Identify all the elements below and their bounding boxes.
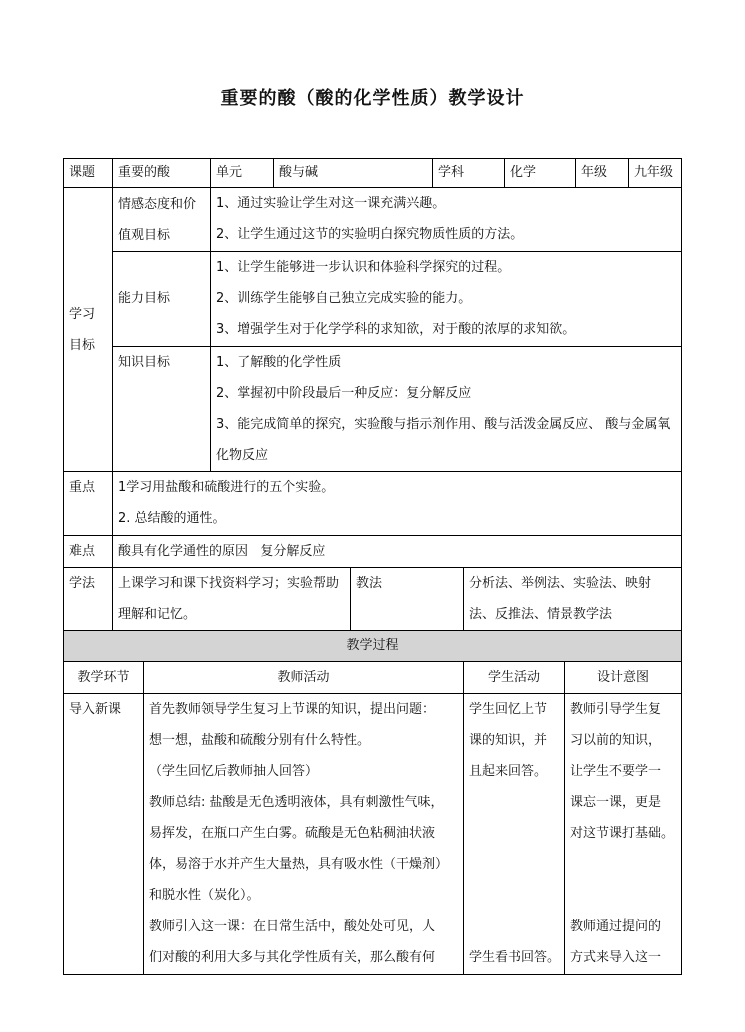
info-table — [63, 158, 682, 568]
ability-goal-content: 1、让学生能够进一步认识和体验科学探究的过程。 2、训练学生能够自己独立完成实验的能力。 3、增强学生对于化学学科的求知欲，对于酸的浓厚的求知欲。 — [211, 252, 682, 347]
student-activity: 学生回忆上节 课的知识，并 且起来回答。 学生看书回答。 — [464, 694, 565, 975]
jiaofa-content: 分析法、举例法、实验法、映射法、反推法、情景教学法 — [464, 568, 682, 631]
nianji-value: 九年级 — [629, 159, 682, 188]
emotion-goal-label: 情感态度和价 值观目标 — [113, 188, 211, 252]
knowledge-goal-content: 1、了解酸的化学性质 2、掌握初中阶段最后一种反应：复分解反应 3、能完成简单的探究，实验酸与指示剂作用、酸与活泼金属反应、 酸与金属氧化物反应 — [211, 347, 682, 472]
teacher-activity: 首先教师领导学生复习上节课的知识，提出问题： 想一想，盐酸和硫酸分别有什么特性。 （学生回忆后教师抽人回答） 教师总结: 盐酸是无色透明液体，具有刺激性气味， 易挥发，在瓶口产生白雾。硫酸是无色粘稠油状液 体，易溶于水并产生大量热，具有吸水性（干燥剂） 和脱水性（炭化）。 教师引入这一课：在日常生活中，酸处处可见，人 们对酸的利用大多与其化学性质有关，那么酸有何 — [144, 694, 464, 975]
key-points-label: 重点 — [64, 472, 113, 536]
process-table — [63, 630, 682, 975]
keti-value: 重要的酸 — [113, 159, 211, 188]
page-title: 重要的酸（酸的化学性质）教学设计 — [220, 88, 525, 109]
xuefa-content: 上课学习和课下找资料学习；实验帮助理解和记忆。 — [113, 568, 351, 631]
ability-goal-label: 能力目标 — [113, 252, 211, 347]
col-stage-header: 教学环节 — [64, 662, 144, 694]
keti-label: 课题 — [64, 159, 113, 188]
xueke-value: 化学 — [505, 159, 576, 188]
difficulty-label: 难点 — [64, 536, 113, 568]
difficulty-content: 酸具有化学通性的原因 复分解反应 — [113, 536, 682, 568]
danyuan-label: 单元 — [211, 159, 274, 188]
xuefa-label: 学法 — [64, 568, 113, 631]
methods-table — [63, 567, 682, 631]
emotion-goal-content: 1、通过实验让学生对这一课充满兴趣。 2、让学生通过这节的实验明白探究物质性质的方法。 — [211, 188, 682, 252]
xueke-label: 学科 — [433, 159, 505, 188]
design-intent: 教师引导学生复 习以前的知识， 让学生不要学一 课忘一课，更是 对这节课打基础。 教师通过提问的 方式来导入这一 — [565, 694, 682, 975]
knowledge-goal-label: 知识目标 — [113, 347, 211, 472]
process-title: 教学过程 — [64, 631, 682, 662]
nianji-label: 年级 — [576, 159, 629, 188]
key-points-content: 1学习用盐酸和硫酸进行的五个实验。 2. 总结酸的通性。 — [113, 472, 682, 536]
col-design-header: 设计意图 — [565, 662, 682, 694]
goals-label: 学习 目标 — [64, 188, 113, 472]
jiaofa-label: 教法 — [351, 568, 464, 631]
col-student-header: 学生活动 — [464, 662, 565, 694]
stage-intro: 导入新课 — [64, 694, 144, 975]
danyuan-value: 酸与碱 — [274, 159, 433, 188]
col-teacher-header: 教师活动 — [144, 662, 464, 694]
